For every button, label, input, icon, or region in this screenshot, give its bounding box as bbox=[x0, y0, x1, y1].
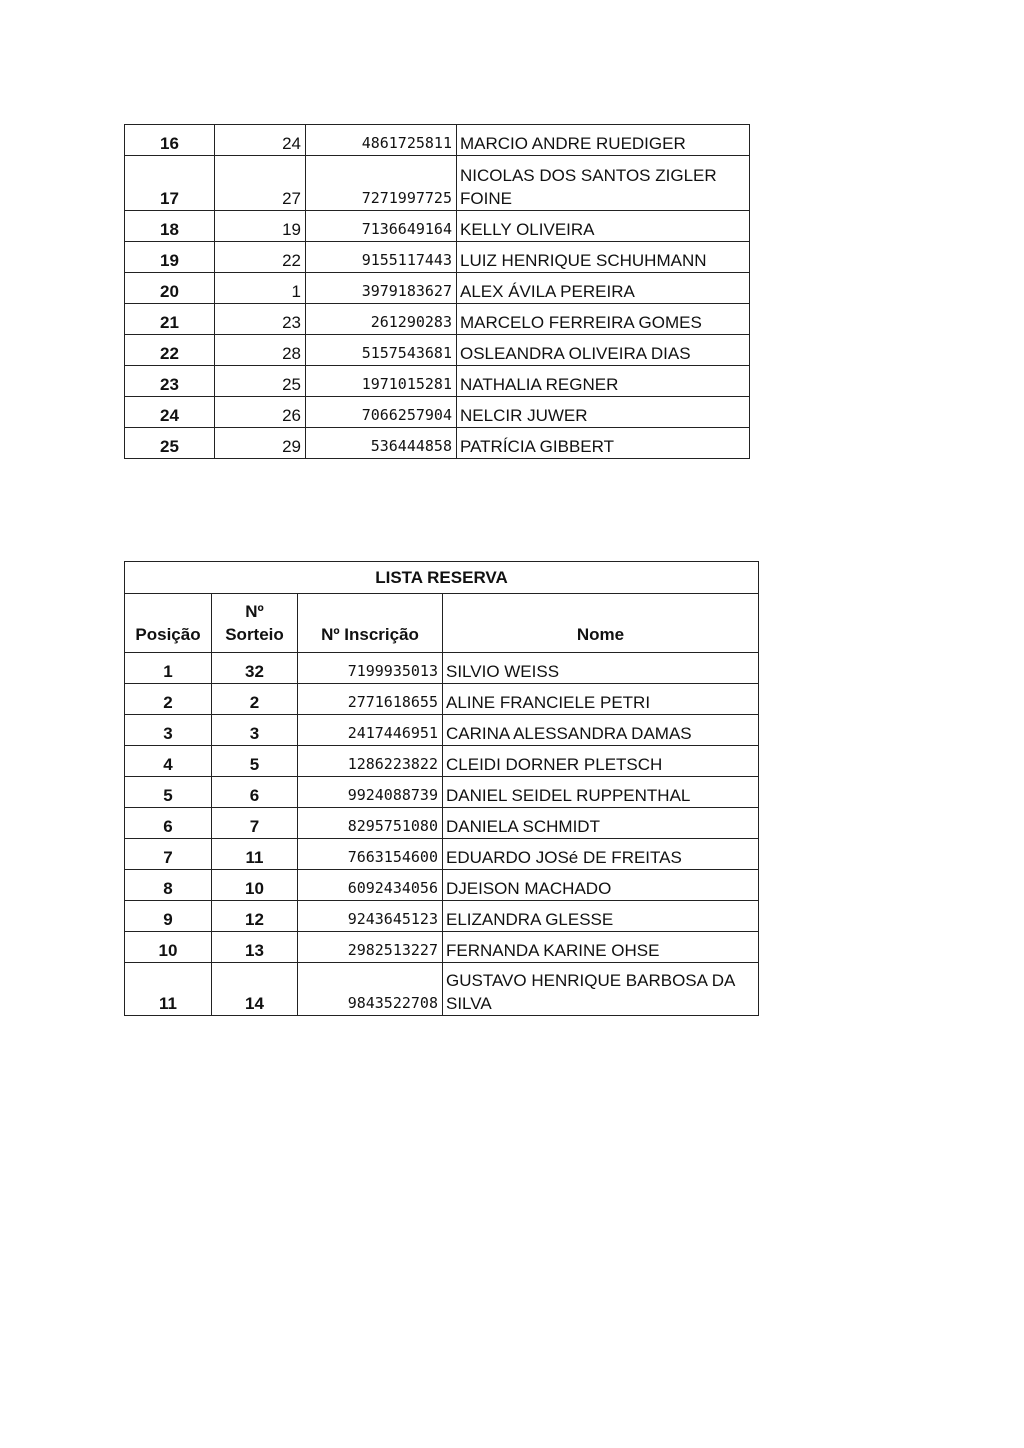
reserve-list-table-body bbox=[125, 562, 759, 1016]
inscricao-cell: 6092434056 bbox=[298, 870, 443, 901]
sorteio-cell: 1 bbox=[215, 273, 306, 304]
table-row bbox=[125, 273, 750, 304]
table-row bbox=[125, 125, 750, 156]
nome-cell: CLEIDI DORNER PLETSCH bbox=[443, 746, 759, 777]
table-row bbox=[125, 242, 750, 273]
nome-cell: OSLEANDRA OLIVEIRA DIAS bbox=[457, 335, 750, 366]
table-row bbox=[125, 684, 759, 715]
sorteio-cell: 25 bbox=[215, 366, 306, 397]
inscricao-cell: 4861725811 bbox=[306, 125, 457, 156]
nome-cell: EDUARDO JOSé DE FREITAS bbox=[443, 839, 759, 870]
nome-cell: DANIEL SEIDEL RUPPENTHAL bbox=[443, 777, 759, 808]
nome-cell: ELIZANDRA GLESSE bbox=[443, 901, 759, 932]
classification-table bbox=[124, 124, 750, 459]
inscricao-cell: 2982513227 bbox=[298, 932, 443, 963]
sorteio-cell: 6 bbox=[212, 777, 298, 808]
nome-cell: GUSTAVO HENRIQUE BARBOSA DA SILVA bbox=[443, 963, 759, 1016]
posicao-cell: 16 bbox=[125, 125, 215, 156]
posicao-cell: 17 bbox=[125, 156, 215, 211]
inscricao-cell: 1971015281 bbox=[306, 366, 457, 397]
reserve-list-table bbox=[124, 561, 759, 1016]
inscricao-cell: 7136649164 bbox=[306, 211, 457, 242]
classification-table-body bbox=[125, 125, 750, 459]
sorteio-cell: 23 bbox=[215, 304, 306, 335]
sorteio-cell: 28 bbox=[215, 335, 306, 366]
inscricao-cell: 7199935013 bbox=[298, 653, 443, 684]
table-row bbox=[125, 335, 750, 366]
nome-cell: NICOLAS DOS SANTOS ZIGLER FOINE bbox=[457, 156, 750, 211]
posicao-cell: 9 bbox=[125, 901, 212, 932]
inscricao-cell: 2771618655 bbox=[298, 684, 443, 715]
posicao-cell: 3 bbox=[125, 715, 212, 746]
posicao-cell: 19 bbox=[125, 242, 215, 273]
nome-cell: NELCIR JUWER bbox=[457, 397, 750, 428]
posicao-cell: 21 bbox=[125, 304, 215, 335]
table-row bbox=[125, 839, 759, 870]
inscricao-cell: 7066257904 bbox=[306, 397, 457, 428]
nome-cell: PATRÍCIA GIBBERT bbox=[457, 428, 750, 459]
inscricao-cell: 7663154600 bbox=[298, 839, 443, 870]
nome-cell: NATHALIA REGNER bbox=[457, 366, 750, 397]
table-row bbox=[125, 653, 759, 684]
header-sorteio-line1: Nº bbox=[245, 602, 264, 621]
sorteio-cell: 3 bbox=[212, 715, 298, 746]
reserve-header-row bbox=[125, 594, 759, 653]
posicao-cell: 18 bbox=[125, 211, 215, 242]
posicao-cell: 8 bbox=[125, 870, 212, 901]
sorteio-cell: 22 bbox=[215, 242, 306, 273]
posicao-cell: 11 bbox=[125, 963, 212, 1016]
inscricao-cell: 8295751080 bbox=[298, 808, 443, 839]
table-row bbox=[125, 932, 759, 963]
posicao-cell: 20 bbox=[125, 273, 215, 304]
posicao-cell: 7 bbox=[125, 839, 212, 870]
inscricao-cell: 2417446951 bbox=[298, 715, 443, 746]
table-row bbox=[125, 963, 759, 1016]
nome-cell: CARINA ALESSANDRA DAMAS bbox=[443, 715, 759, 746]
table-row bbox=[125, 870, 759, 901]
sorteio-cell: 24 bbox=[215, 125, 306, 156]
table-row bbox=[125, 366, 750, 397]
posicao-cell: 10 bbox=[125, 932, 212, 963]
sorteio-cell: 12 bbox=[212, 901, 298, 932]
sorteio-cell: 14 bbox=[212, 963, 298, 1016]
inscricao-cell: 536444858 bbox=[306, 428, 457, 459]
header-sorteio-line2: Sorteio bbox=[225, 625, 284, 644]
table-row bbox=[125, 746, 759, 777]
table-row bbox=[125, 808, 759, 839]
header-posicao: Posição bbox=[125, 594, 212, 653]
posicao-cell: 5 bbox=[125, 777, 212, 808]
sorteio-cell: 26 bbox=[215, 397, 306, 428]
nome-cell: KELLY OLIVEIRA bbox=[457, 211, 750, 242]
sorteio-cell: 29 bbox=[215, 428, 306, 459]
posicao-cell: 25 bbox=[125, 428, 215, 459]
inscricao-cell: 9924088739 bbox=[298, 777, 443, 808]
table-row bbox=[125, 901, 759, 932]
inscricao-cell: 9243645123 bbox=[298, 901, 443, 932]
posicao-cell: 4 bbox=[125, 746, 212, 777]
sorteio-cell: 13 bbox=[212, 932, 298, 963]
reserve-title-row bbox=[125, 562, 759, 594]
posicao-cell: 6 bbox=[125, 808, 212, 839]
sorteio-cell: 32 bbox=[212, 653, 298, 684]
table-row bbox=[125, 777, 759, 808]
table-row bbox=[125, 304, 750, 335]
table-row bbox=[125, 211, 750, 242]
table-row bbox=[125, 715, 759, 746]
inscricao-cell: 7271997725 bbox=[306, 156, 457, 211]
table-row bbox=[125, 156, 750, 211]
nome-cell: MARCELO FERREIRA GOMES bbox=[457, 304, 750, 335]
nome-cell: MARCIO ANDRE RUEDIGER bbox=[457, 125, 750, 156]
posicao-cell: 22 bbox=[125, 335, 215, 366]
nome-cell: SILVIO WEISS bbox=[443, 653, 759, 684]
nome-cell: LUIZ HENRIQUE SCHUHMANN bbox=[457, 242, 750, 273]
nome-cell: DJEISON MACHADO bbox=[443, 870, 759, 901]
table-row bbox=[125, 397, 750, 428]
inscricao-cell: 5157543681 bbox=[306, 335, 457, 366]
posicao-cell: 1 bbox=[125, 653, 212, 684]
sorteio-cell: 27 bbox=[215, 156, 306, 211]
inscricao-cell: 1286223822 bbox=[298, 746, 443, 777]
nome-cell: ALEX ÁVILA PEREIRA bbox=[457, 273, 750, 304]
inscricao-cell: 3979183627 bbox=[306, 273, 457, 304]
inscricao-cell: 9155117443 bbox=[306, 242, 457, 273]
table-row bbox=[125, 428, 750, 459]
header-sorteio bbox=[212, 594, 298, 653]
sorteio-cell: 2 bbox=[212, 684, 298, 715]
nome-cell: DANIELA SCHMIDT bbox=[443, 808, 759, 839]
posicao-cell: 2 bbox=[125, 684, 212, 715]
header-inscricao: Nº Inscrição bbox=[298, 594, 443, 653]
reserve-list-title: LISTA RESERVA bbox=[125, 562, 759, 594]
posicao-cell: 24 bbox=[125, 397, 215, 428]
sorteio-cell: 19 bbox=[215, 211, 306, 242]
inscricao-cell: 9843522708 bbox=[298, 963, 443, 1016]
posicao-cell: 23 bbox=[125, 366, 215, 397]
header-nome: Nome bbox=[443, 594, 759, 653]
nome-cell: ALINE FRANCIELE PETRI bbox=[443, 684, 759, 715]
sorteio-cell: 11 bbox=[212, 839, 298, 870]
inscricao-cell: 261290283 bbox=[306, 304, 457, 335]
nome-cell: FERNANDA KARINE OHSE bbox=[443, 932, 759, 963]
sorteio-cell: 5 bbox=[212, 746, 298, 777]
sorteio-cell: 7 bbox=[212, 808, 298, 839]
sorteio-cell: 10 bbox=[212, 870, 298, 901]
